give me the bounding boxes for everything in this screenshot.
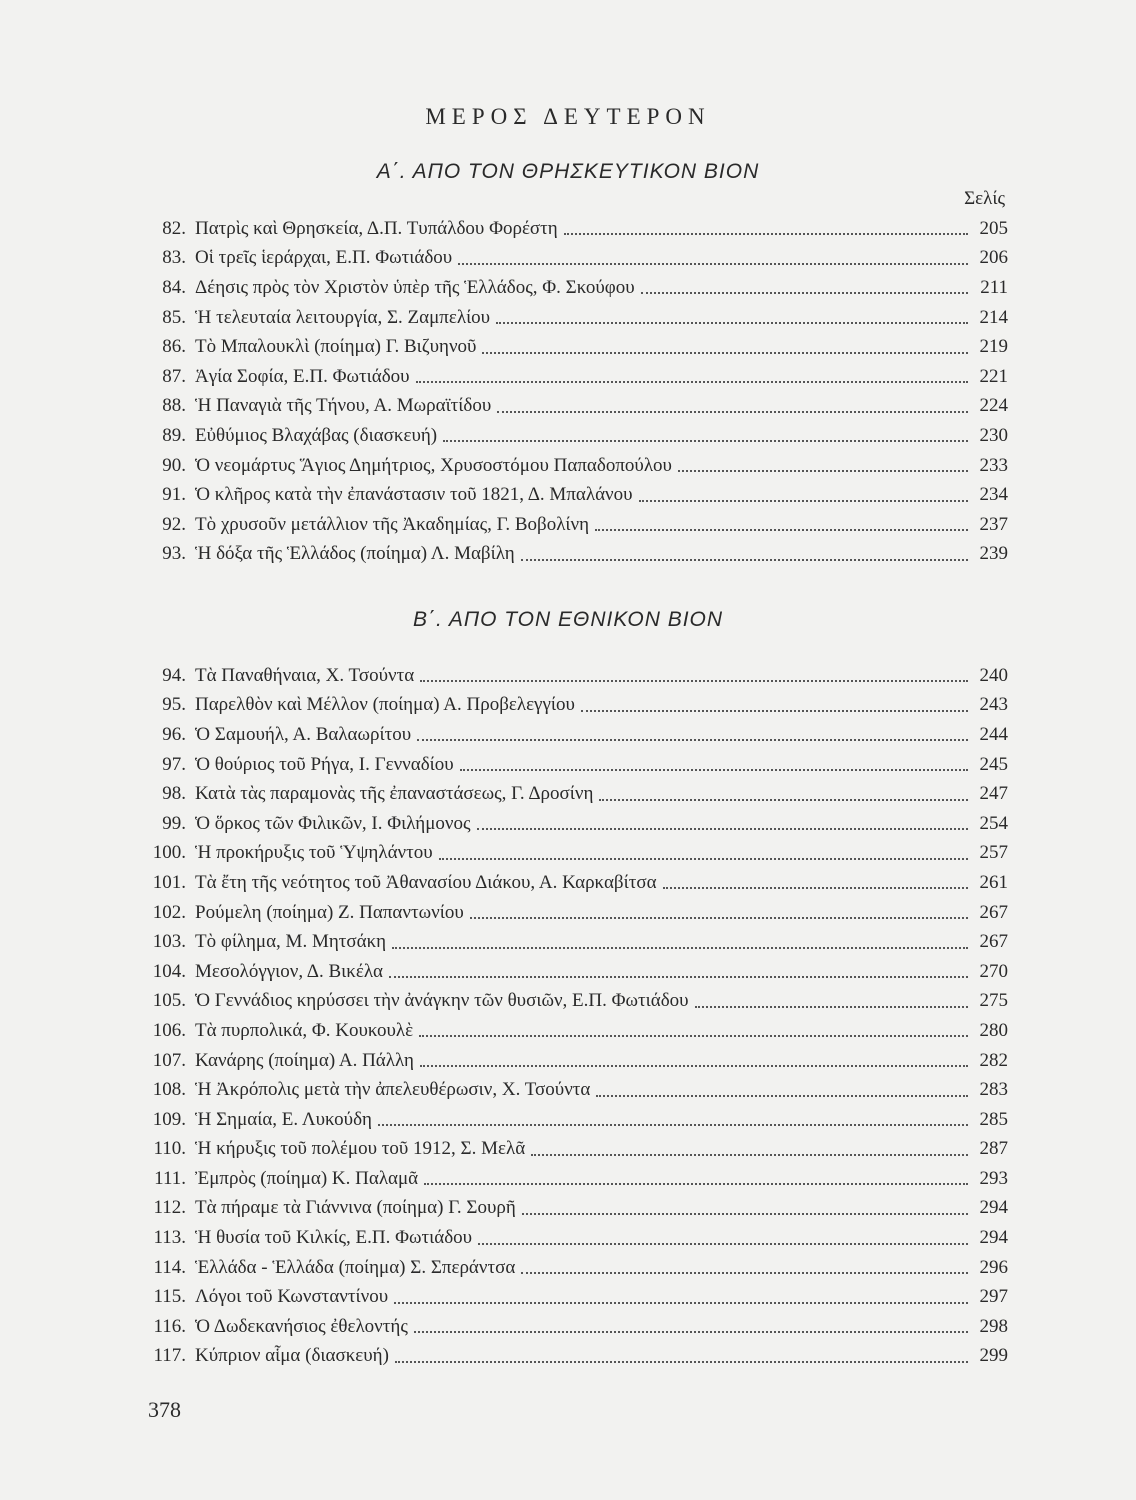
entry-title: Ὁ θούριος τοῦ Ρήγα, Ι. Γενναδίου [195, 753, 454, 775]
dot-leader [477, 809, 968, 830]
entry-page: 270 [979, 960, 1008, 982]
entry-title: Ἡ Παναγιὰ τῆς Τήνου, Α. Μωραϊτίδου [195, 395, 492, 417]
entry-title: Τὸ χρυσοῦν μετάλλιον τῆς Ἀκαδημίας, Γ. Βοβολίνη [195, 513, 590, 535]
toc-entry [148, 750, 1008, 780]
entry-title: Ἐμπρὸς (ποίημα) Κ. Παλαμᾶ [195, 1167, 419, 1189]
toc-entry [148, 1075, 1008, 1105]
entry-title: Ὁ Δωδεκανήσιος ἐθελοντής [195, 1315, 408, 1337]
entry-page: 294 [979, 1197, 1008, 1219]
entry-number: 95. [162, 694, 186, 716]
section-title: Β΄. ΑΠΟ ΤΟΝ ΕΘΝΙΚΟΝ ΒΙΟΝ [412, 608, 724, 631]
entry-number: 93. [162, 543, 186, 565]
dot-leader [531, 1135, 968, 1156]
entry-number: 98. [162, 783, 186, 805]
entry-title: Τὰ πήραμε τὰ Γιάννινα (ποίημα) Γ. Σουρῆ [195, 1197, 516, 1219]
entry-title: Ἡ Σημαία, Ε. Λυκούδη [195, 1108, 372, 1130]
dot-leader [478, 1224, 968, 1245]
dot-leader [392, 928, 968, 949]
dot-leader [470, 898, 968, 919]
dot-leader [496, 303, 968, 324]
dot-leader [678, 451, 968, 472]
entry-page: 237 [979, 513, 1008, 535]
toc-entry [148, 362, 1008, 392]
entry-title: Τὸ φίλημα, Μ. Μητσάκη [195, 931, 387, 953]
entry-page: 245 [979, 753, 1008, 775]
entry-page: 283 [979, 1079, 1008, 1101]
entry-title: Πατρὶς καὶ Θρησκεία, Δ.Π. Τυπάλδου Φορέστη [195, 217, 558, 239]
toc-entry [148, 540, 1008, 570]
entry-title: Παρελθὸν καὶ Μέλλον (ποίημα) Α. Προβελεγγίου [195, 694, 575, 716]
dot-leader [564, 214, 968, 235]
entry-title: Κανάρης (ποίημα) Α. Πάλλη [195, 1049, 414, 1071]
toc-entry [148, 273, 1008, 303]
page-column-header: Σελίς [964, 188, 1005, 209]
dot-leader [414, 1312, 968, 1333]
dot-leader [497, 392, 968, 413]
dot-leader [599, 780, 968, 801]
toc-entry [148, 987, 1008, 1017]
dot-leader [482, 333, 968, 354]
entry-title: Τὰ Παναθήναια, Χ. Τσούντα [195, 664, 415, 686]
entry-page: 214 [979, 306, 1008, 328]
dot-leader [521, 1253, 968, 1274]
entry-title: Λόγοι τοῦ Κωνσταντίνου [195, 1286, 389, 1308]
entry-title: Τὰ πυρπολικά, Φ. Κουκουλὲ [195, 1019, 414, 1041]
entry-page: 244 [979, 723, 1008, 745]
entry-number: 109. [152, 1108, 186, 1130]
dot-leader [596, 1076, 968, 1097]
entry-page: 219 [979, 336, 1008, 358]
entry-page: 298 [979, 1315, 1008, 1337]
entry-page: 247 [979, 783, 1008, 805]
entry-title: Μεσολόγγιον, Δ. Βικέλα [195, 960, 383, 982]
entry-title: Κατὰ τὰς παραμονὰς τῆς ἐπαναστάσεως, Γ. Δροσίνη [195, 783, 594, 805]
entry-number: 86. [162, 336, 186, 358]
toc-entry [148, 1016, 1008, 1046]
toc-entry [148, 691, 1008, 721]
toc-entry [148, 1223, 1008, 1253]
entry-number: 90. [162, 454, 186, 476]
entry-page: 224 [979, 395, 1008, 417]
entry-title: Ἑλλάδα - Ἑλλάδα (ποίημα) Σ. Σπεράντσα [195, 1256, 516, 1278]
part-title: ΜΕΡΟΣ ΔΕΥΤΕΡΟΝ [425, 104, 711, 129]
entry-number: 105. [152, 990, 186, 1012]
entry-page: 287 [979, 1138, 1008, 1160]
entry-title: Οἱ τρεῖς ἱεράρχαι, Ε.Π. Φωτιάδου [195, 247, 453, 269]
dot-leader [419, 1016, 968, 1037]
entry-title: Τὸ Μπαλουκλὶ (ποίημα) Γ. Βιζυηνοῦ [195, 336, 477, 358]
entry-title: Κύπριον αἷμα (διασκευή) [195, 1345, 389, 1367]
entry-title: Ὁ Σαμουήλ, Α. Βαλαωρίτου [195, 723, 412, 745]
entry-title: Ἡ προκήρυξις τοῦ Ὑψηλάντου [195, 842, 433, 864]
entry-page: 206 [979, 247, 1008, 269]
toc-entry [148, 898, 1008, 928]
entry-number: 106. [152, 1019, 186, 1041]
entry-page: 297 [979, 1286, 1008, 1308]
toc-entry [148, 332, 1008, 362]
toc-entry [148, 927, 1008, 957]
entry-number: 112. [153, 1197, 186, 1219]
toc-entry [148, 1194, 1008, 1224]
toc-entry [148, 1164, 1008, 1194]
entry-number: 85. [162, 306, 186, 328]
toc-entry [148, 1105, 1008, 1135]
entry-page: 267 [979, 931, 1008, 953]
entry-title: Ἡ κήρυξις τοῦ πολέμου τοῦ 1912, Σ. Μελᾶ [195, 1138, 526, 1160]
dot-leader [581, 691, 968, 712]
entry-title: Ἡ Ἀκρόπολις μετὰ τὴν ἀπελευθέρωσιν, Χ. Τσούντα [195, 1079, 591, 1101]
dot-leader [395, 1342, 968, 1363]
entry-number: 84. [162, 276, 186, 298]
entry-number: 114. [153, 1256, 186, 1278]
entry-title: Τὰ ἔτη τῆς νεότητος τοῦ Ἀθανασίου Διάκου, Α. Καρκαβίτσα [195, 871, 657, 893]
entry-page: 254 [979, 812, 1008, 834]
dot-leader [417, 720, 968, 741]
entry-page: 257 [979, 842, 1008, 864]
toc-entry [148, 1046, 1008, 1076]
toc-entry [148, 451, 1008, 481]
toc-entry [148, 421, 1008, 451]
toc-entry [148, 868, 1008, 898]
entry-number: 82. [162, 217, 186, 239]
entry-number: 117. [153, 1345, 186, 1367]
entry-number: 97. [162, 753, 186, 775]
entry-number: 83. [162, 247, 186, 269]
toc-entry [148, 779, 1008, 809]
toc-entry [148, 1312, 1008, 1342]
entry-page: 267 [979, 901, 1008, 923]
entry-title: Ὁ Γεννάδιος κηρύσσει τὴν ἀνάγκην τῶν θυσιῶν, Ε.Π. Φωτιάδου [195, 990, 689, 1012]
entry-page: 211 [980, 276, 1008, 298]
entry-number: 92. [162, 513, 186, 535]
toc-list [148, 661, 1008, 1371]
dot-leader [394, 1283, 968, 1304]
entry-page: 282 [979, 1049, 1008, 1071]
entry-title: Ἡ θυσία τοῦ Κιλκίς, Ε.Π. Φωτιάδου [195, 1227, 473, 1249]
entry-page: 233 [979, 454, 1008, 476]
dot-leader [424, 1164, 968, 1185]
entry-number: 104. [152, 960, 186, 982]
entry-title: Ἡ δόξα τῆς Ἑλλάδος (ποίημα) Λ. Μαβίλη [195, 543, 515, 565]
dot-leader [695, 987, 968, 1008]
entry-title: Ρούμελη (ποίημα) Ζ. Παπαντωνίου [195, 901, 464, 923]
toc-entry [148, 392, 1008, 422]
dot-leader [522, 1194, 968, 1215]
entry-number: 102. [152, 901, 186, 923]
page-number: 378 [148, 1397, 181, 1422]
entry-title: Δέησις πρὸς τὸν Χριστὸν ὑπὲρ τῆς Ἑλλάδος, Φ. Σκούφου [195, 276, 635, 298]
entry-page: 205 [979, 217, 1008, 239]
entry-number: 103. [152, 931, 186, 953]
section-title: Α΄. ΑΠΟ ΤΟΝ ΘΡΗΣΚΕΥΤΙΚΟΝ ΒΙΟΝ [376, 160, 760, 183]
entry-number: 111. [154, 1167, 186, 1189]
dot-leader [458, 244, 968, 265]
toc-entry [148, 1282, 1008, 1312]
entry-number: 96. [162, 723, 186, 745]
entry-number: 101. [152, 871, 186, 893]
toc-entry [148, 661, 1008, 691]
dot-leader [420, 661, 968, 682]
entry-number: 91. [162, 484, 186, 506]
dot-leader [439, 839, 968, 860]
entry-number: 113. [153, 1227, 186, 1249]
dot-leader [378, 1105, 968, 1126]
entry-number: 110. [153, 1138, 186, 1160]
entry-number: 100. [152, 842, 186, 864]
entry-page: 296 [979, 1256, 1008, 1278]
entry-page: 261 [979, 871, 1008, 893]
entry-page: 230 [979, 424, 1008, 446]
entry-page: 275 [979, 990, 1008, 1012]
toc-entry [148, 1135, 1008, 1165]
toc-entry [148, 244, 1008, 274]
toc-entry [148, 1253, 1008, 1283]
entry-title: Ἁγία Σοφία, Ε.Π. Φωτιάδου [195, 365, 410, 387]
entry-page: 293 [979, 1167, 1008, 1189]
entry-page: 240 [979, 664, 1008, 686]
entry-page: 243 [979, 694, 1008, 716]
dot-leader [639, 481, 968, 502]
dot-leader [460, 750, 968, 771]
dot-leader [521, 540, 968, 561]
entry-page: 239 [979, 543, 1008, 565]
entry-number: 99. [162, 812, 186, 834]
entry-page: 285 [979, 1108, 1008, 1130]
entry-page: 234 [979, 484, 1008, 506]
entry-number: 88. [162, 395, 186, 417]
entry-page: 299 [979, 1345, 1008, 1367]
entry-page: 294 [979, 1227, 1008, 1249]
toc-entry [148, 303, 1008, 333]
entry-page: 221 [979, 365, 1008, 387]
dot-leader [416, 362, 968, 383]
toc-entry [148, 839, 1008, 869]
entry-title: Ἡ τελευταία λειτουργία, Σ. Ζαμπελίου [195, 306, 491, 328]
dot-leader [443, 421, 968, 442]
entry-number: 87. [162, 365, 186, 387]
toc-entry [148, 957, 1008, 987]
entry-number: 107. [152, 1049, 186, 1071]
toc-entry [148, 480, 1008, 510]
toc-entry [148, 809, 1008, 839]
entry-title: Ὁ ὅρκος τῶν Φιλικῶν, Ι. Φιλήμονος [195, 812, 471, 834]
entry-number: 89. [162, 424, 186, 446]
dot-leader [595, 510, 968, 531]
toc-entry [148, 720, 1008, 750]
entry-number: 115. [153, 1286, 186, 1308]
entry-page: 280 [979, 1019, 1008, 1041]
toc-entry [148, 214, 1008, 244]
toc-entry [148, 510, 1008, 540]
dot-leader [389, 957, 968, 978]
dot-leader [663, 868, 968, 889]
toc-list [148, 214, 1008, 569]
entry-number: 116. [153, 1315, 186, 1337]
entry-number: 108. [152, 1079, 186, 1101]
dot-leader [641, 273, 968, 294]
dot-leader [420, 1046, 968, 1067]
entry-title: Ὁ νεομάρτυς Ἅγιος Δημήτριος, Χρυσοστόμου Παπαδοπούλου [195, 454, 672, 476]
toc-entry [148, 1342, 1008, 1372]
entry-number: 94. [162, 664, 186, 686]
entry-title: Εὐθύμιος Βλαχάβας (διασκευή) [195, 424, 438, 446]
entry-title: Ὁ κλῆρος κατὰ τὴν ἐπανάστασιν τοῦ 1821, Δ. Μπαλάνου [195, 484, 633, 506]
